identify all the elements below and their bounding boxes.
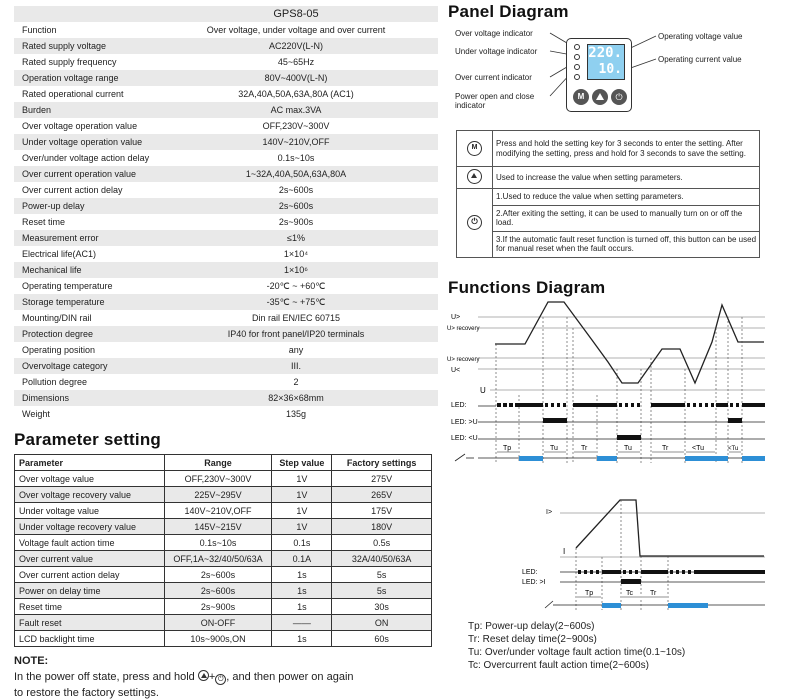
parameter-cell: 1V — [272, 471, 332, 487]
parameter-cell: ON-OFF — [164, 615, 272, 631]
label-u: U — [480, 386, 486, 395]
spec-value: 0.1s~10s — [277, 153, 315, 163]
label-tp: Tp — [503, 445, 512, 452]
parameter-cell: 2s~600s — [164, 583, 272, 599]
spec-value: ≤1% — [287, 233, 305, 243]
spec-label: Measurement error — [22, 233, 99, 243]
spec-label: Overvoltage category — [22, 361, 108, 371]
parameter-cell: 140V~210V,OFF — [164, 503, 272, 519]
parameter-cell: 175V — [332, 503, 432, 519]
spec-model: GPS8-05 — [273, 8, 319, 20]
spec-label: Rated supply voltage — [22, 41, 107, 51]
spec-row — [14, 310, 438, 326]
lcd-current-value: 10. — [598, 62, 622, 77]
spec-label: Rated supply frequency — [22, 57, 117, 67]
label-u-under-recovery: U> recovery — [447, 357, 480, 363]
spec-label: Function — [22, 25, 57, 35]
m-button-row — [457, 131, 760, 167]
parameter-row — [15, 503, 432, 519]
parameter-cell: 60s — [332, 631, 432, 647]
legend-tr: Tr: Reset delay time(2~900s) — [468, 634, 597, 645]
button-description-table — [456, 130, 760, 258]
spec-label: Electrical life(AC1) — [22, 249, 97, 259]
led-power — [574, 74, 580, 80]
spec-row — [14, 342, 438, 358]
spec-value: IP40 for front panel/IP20 terminals — [227, 329, 365, 339]
spec-value: -35℃ ~ +75℃ — [266, 297, 326, 307]
spec-row — [14, 182, 438, 198]
parameter-cell: Over voltage value — [15, 471, 165, 487]
spec-value: OFF,230V~300V — [262, 121, 330, 131]
spec-row — [14, 262, 438, 278]
spec-row — [14, 150, 438, 166]
spec-row — [14, 358, 438, 374]
spec-value: 80V~400V(L-N) — [264, 73, 328, 83]
spec-row — [14, 86, 438, 102]
parameter-cell: ON — [332, 615, 432, 631]
parameter-cell: 10s~900s,ON — [164, 631, 272, 647]
spec-label: Burden — [22, 105, 52, 115]
label-u-under: U< — [451, 367, 461, 374]
spec-value: AC max.3VA — [270, 105, 322, 115]
spec-value: 1~32A,40A,50A,63A,80A — [245, 169, 347, 179]
parameter-cell: 225V~295V — [164, 487, 272, 503]
parameter-cell: 5s — [332, 567, 432, 583]
up-button-row — [457, 167, 760, 189]
spec-label: Operating temperature — [22, 281, 113, 291]
spec-row — [14, 278, 438, 294]
parameter-cell: 1V — [272, 503, 332, 519]
up-button[interactable] — [592, 89, 608, 105]
spec-value: AC220V(L-N) — [268, 41, 324, 51]
spec-row — [14, 326, 438, 342]
parameter-cell: 1s — [272, 583, 332, 599]
up-button-desc: Used to increase the value when setting parameters. — [493, 167, 760, 189]
note-line-2: to restore the factory settings. — [14, 687, 159, 699]
label-u-over-recovery: U> recovery — [447, 326, 480, 332]
voltage-waveform — [495, 302, 764, 383]
spec-value: any — [288, 345, 304, 355]
down-power-button[interactable] — [611, 89, 627, 105]
parameter-header-cell: Step value — [272, 455, 332, 471]
spec-label: Over current action delay — [22, 185, 123, 195]
over-current-indicator-label: Over current indicator — [455, 73, 532, 82]
parameter-row — [15, 599, 432, 615]
spec-row — [14, 294, 438, 310]
spec-value: 45~65Hz — [277, 57, 315, 67]
parameter-cell: —— — [272, 615, 332, 631]
spec-row — [14, 22, 438, 38]
up-arrow-icon — [467, 169, 482, 184]
power-indicator-label-2: indicator — [455, 101, 486, 110]
spec-row — [14, 134, 438, 150]
note-line-1: In the power off state, press and hold + ⏻ , and then power on again — [14, 671, 354, 683]
spec-row — [14, 230, 438, 246]
spec-model-row — [14, 6, 438, 22]
spec-row — [14, 166, 438, 182]
parameter-row — [15, 615, 432, 631]
parameter-cell: 0.1s — [272, 535, 332, 551]
parameter-cell: 2s~600s — [164, 567, 272, 583]
label-i-over: I> — [546, 509, 553, 516]
functions-diagram-title: Functions Diagram — [448, 278, 606, 297]
lcd-display — [587, 44, 625, 80]
parameter-cell: 5s — [332, 583, 432, 599]
parameter-row — [15, 535, 432, 551]
label-tu-1: Tu — [550, 445, 558, 452]
parameter-row — [15, 487, 432, 503]
down-button-desc-2: 2.After exiting the setting, it can be used to manually turn on or off the load. — [493, 206, 759, 232]
note — [14, 653, 354, 700]
panel-diagram-title: Panel Diagram — [448, 2, 569, 21]
led-under-voltage — [574, 54, 580, 60]
spec-row — [14, 374, 438, 390]
up-arrow-icon — [596, 93, 604, 100]
spec-label: Pollution degree — [22, 377, 88, 387]
label-tu-lt-1: <Tu — [692, 445, 704, 452]
parameter-header-cell: Parameter — [15, 455, 165, 471]
parameter-cell: 145V~215V — [164, 519, 272, 535]
down-button-row — [457, 189, 760, 258]
parameter-row — [15, 471, 432, 487]
spec-label: Protection degree — [22, 329, 94, 339]
spec-value: 1×10⁴ — [283, 249, 309, 259]
parameter-cell: OFF,230V~300V — [164, 471, 272, 487]
spec-label: Weight — [22, 409, 50, 419]
parameter-cell: Under voltage recovery value — [15, 519, 165, 535]
spec-label: Dimensions — [22, 393, 70, 403]
parameter-cell: 30s — [332, 599, 432, 615]
parameter-cell: 0.1s~10s — [164, 535, 272, 551]
functions-diagram — [440, 300, 780, 612]
parameter-cell: 1s — [272, 631, 332, 647]
parameter-cell: 275V — [332, 471, 432, 487]
device-front — [566, 38, 632, 112]
parameter-cell: Voltage fault action time — [15, 535, 165, 551]
parameter-cell: 1V — [272, 487, 332, 503]
parameter-cell: Over voltage recovery value — [15, 487, 165, 503]
parameter-cell: 1s — [272, 599, 332, 615]
spec-value: Over voltage, under voltage and over current — [206, 25, 386, 35]
parameter-cell: 0.1A — [272, 551, 332, 567]
label-u-over: U> — [451, 314, 461, 321]
label-tu-lt-2: <Tu — [728, 446, 739, 452]
parameter-cell: OFF,1A~32/40/50/63A — [164, 551, 272, 567]
spec-label: Reset time — [22, 217, 66, 227]
spec-row — [14, 118, 438, 134]
parameter-cell: Over current value — [15, 551, 165, 567]
power-icon: ⏻ — [467, 215, 482, 230]
spec-value: 82×36×68mm — [268, 393, 324, 403]
spec-label: Operating position — [22, 345, 96, 355]
label-led-2: LED: — [522, 569, 538, 576]
current-waveform — [576, 500, 764, 556]
label-led-over-u: LED: >U — [451, 419, 478, 426]
spec-row — [14, 70, 438, 86]
parameter-table-header — [15, 455, 432, 471]
parameter-cell: 265V — [332, 487, 432, 503]
power-icon: ⏻ — [615, 92, 623, 102]
parameter-cell: 32A/40/50/63A — [332, 551, 432, 567]
down-button-desc-1: 1.Used to reduce the value when setting parameters. — [493, 189, 759, 206]
note-heading: NOTE: — [14, 655, 49, 667]
spec-row — [14, 390, 438, 406]
label-tc: Tc — [626, 590, 633, 597]
parameter-cell: 180V — [332, 519, 432, 535]
timing-legend — [468, 620, 685, 672]
power-indicator-label-1: Power open and close — [455, 92, 535, 101]
spec-label: Mechanical life — [22, 265, 82, 275]
under-voltage-indicator-label: Under voltage indicator — [455, 47, 538, 56]
parameter-row — [15, 631, 432, 647]
label-led: LED: — [451, 402, 467, 409]
spec-label: Over/under voltage action delay — [22, 153, 150, 163]
spec-value: 2 — [293, 377, 299, 387]
spec-label: Over current operation value — [22, 169, 137, 179]
spec-value: III. — [290, 361, 301, 371]
parameter-header-cell: Factory settings — [332, 455, 432, 471]
spec-label: Storage temperature — [22, 297, 105, 307]
m-button-desc: Press and hold the setting key for 3 seconds to enter the setting. After modifying the setting, press and hold for 3 seconds to save the setting. — [493, 131, 760, 167]
parameter-table — [14, 454, 432, 647]
spec-row — [14, 54, 438, 70]
spec-value: 2s~600s — [278, 185, 314, 195]
note-line-1-b: , and then power on again — [226, 671, 354, 683]
down-button-desc-3: 3.If the automatic fault reset function is turned off, this button can be used for manual reset when the fault occurs. — [496, 234, 757, 253]
legend-tc: Tc: Overcurrent fault action time(2~600s) — [468, 660, 649, 671]
m-button[interactable]: M — [573, 89, 589, 105]
label-led-over-i: LED: >I — [522, 579, 546, 586]
operating-current-label: Operating current value — [658, 55, 742, 64]
m-button-icon: M — [467, 141, 482, 156]
note-line-1-a: In the power off state, press and hold — [14, 671, 198, 683]
parameter-cell: 2s~900s — [164, 599, 272, 615]
parameter-cell: Over current action delay — [15, 567, 165, 583]
legend-tu: Tu: Over/under voltage fault action time(0.1~10s) — [468, 647, 686, 658]
label-tu-2: Tu — [624, 445, 632, 452]
spec-value: Din rail EN/IEC 60715 — [251, 313, 341, 323]
parameter-cell: Reset time — [15, 599, 165, 615]
parameter-cell: LCD backlight time — [15, 631, 165, 647]
parameter-cell: Power on delay time — [15, 583, 165, 599]
spec-value: 135g — [285, 409, 307, 419]
parameter-row — [15, 519, 432, 535]
label-led-under-u: LED: <U — [451, 435, 478, 442]
parameter-cell: Under voltage value — [15, 503, 165, 519]
spec-row — [14, 406, 438, 422]
label-i: I — [563, 547, 566, 556]
spec-value: 2s~600s — [278, 201, 314, 211]
power-button-icon: ⏻ — [215, 674, 226, 685]
spec-table — [14, 6, 438, 422]
spec-row — [14, 102, 438, 118]
parameter-row — [15, 567, 432, 583]
led-over-voltage — [574, 44, 580, 50]
parameter-cell: 1s — [272, 567, 332, 583]
spec-row — [14, 198, 438, 214]
spec-label: Mounting/DIN rail — [22, 313, 92, 323]
parameter-setting-title: Parameter setting — [14, 430, 162, 449]
spec-row — [14, 38, 438, 54]
label-tr-3: Tr — [650, 590, 657, 597]
parameter-row — [15, 551, 432, 567]
spec-value: 32A,40A,50A,63A,80A (AC1) — [238, 89, 354, 99]
spec-row — [14, 214, 438, 230]
parameter-row — [15, 583, 432, 599]
spec-row — [14, 246, 438, 262]
spec-label: Operation voltage range — [22, 73, 119, 83]
up-button-icon — [198, 670, 209, 681]
spec-label: Under voltage operation value — [22, 137, 143, 147]
spec-value: 2s~900s — [278, 217, 314, 227]
operating-voltage-label: Operating voltage value — [658, 32, 743, 41]
label-tr-1: Tr — [581, 445, 588, 452]
spec-label: Over voltage operation value — [22, 121, 138, 131]
parameter-cell: Fault reset — [15, 615, 165, 631]
lcd-voltage-value: 220. — [588, 45, 622, 61]
legend-tp: Tp: Power-up delay(2~600s) — [468, 621, 595, 632]
label-tr-2: Tr — [662, 445, 669, 452]
spec-value: -20℃ ~ +60℃ — [266, 281, 326, 291]
spec-label: Power-up delay — [22, 201, 85, 211]
spec-value: 1×10⁶ — [284, 265, 308, 275]
spec-label: Rated operational current — [22, 89, 124, 99]
parameter-cell: 0.5s — [332, 535, 432, 551]
parameter-header-cell: Range — [164, 455, 272, 471]
led-over-current — [574, 64, 580, 70]
parameter-cell: 1V — [272, 519, 332, 535]
label-tp-2: Tp — [585, 590, 594, 597]
spec-value: 140V~210V,OFF — [262, 137, 330, 147]
over-voltage-indicator-label: Over voltage indicator — [455, 29, 533, 38]
panel-diagram — [446, 24, 766, 116]
